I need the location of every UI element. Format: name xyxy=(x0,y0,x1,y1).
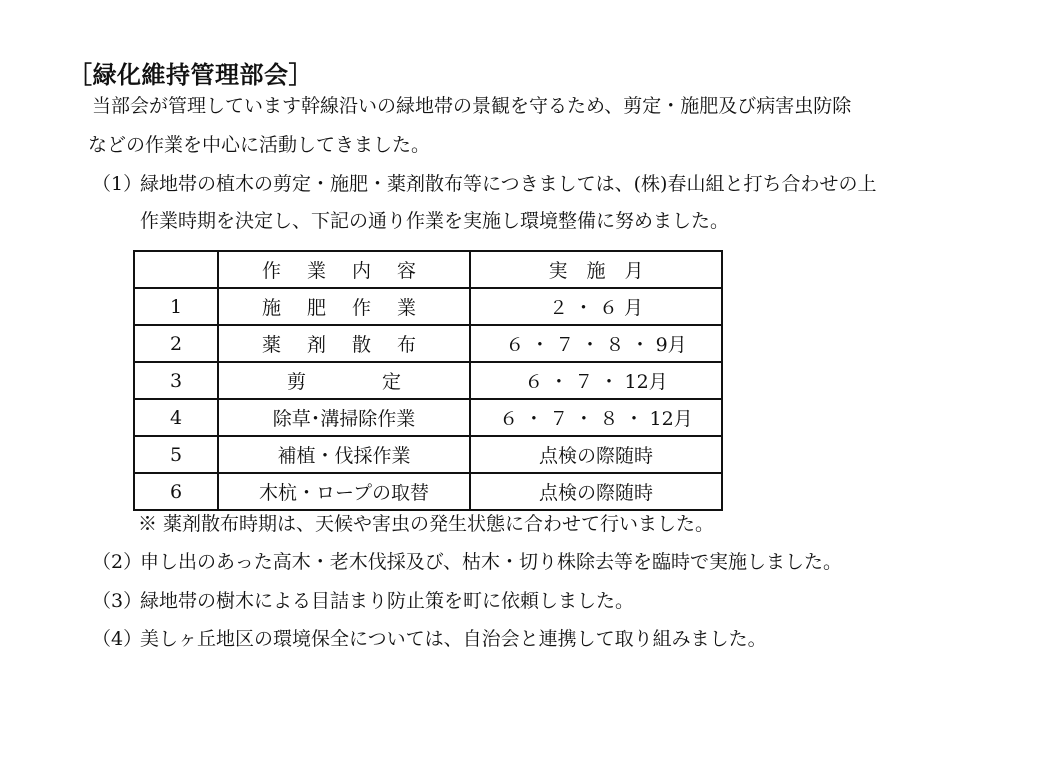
item-1-line-2: 作業時期を決定し、下記の通り作業を実施し環境整備に努めました。 xyxy=(140,210,730,232)
table-row xyxy=(134,325,722,362)
item-4 xyxy=(92,630,767,649)
table-header-cell xyxy=(134,251,218,288)
item-2 xyxy=(92,553,842,572)
table-cell-month: ２ ・ ６ 月 xyxy=(470,288,722,325)
intro-line-1: 当部会が管理しています幹線沿いの緑地帯の景観を守るため、剪定・施肥及び病害虫防除 xyxy=(92,95,852,117)
item-3-text: 緑地帯の樹木による目詰まり防止策を町に依頼しました。 xyxy=(140,590,635,612)
table-cell-work: 施 肥 作 業 xyxy=(218,288,470,325)
table-row xyxy=(134,473,722,510)
item-3-number: （3） xyxy=(92,590,143,612)
table-cell-no: 1 xyxy=(134,288,218,325)
item-2-text: 申し出のあった高木・老木伐採及び、枯木・切り株除去等を臨時で実施しました。 xyxy=(140,551,843,573)
table-cell-no: 2 xyxy=(134,325,218,362)
table-row xyxy=(134,399,722,436)
table-row xyxy=(134,288,722,325)
item-1-text: 緑地帯の植木の剪定・施肥・薬剤散布等につきましては、(株)春山組と打ち合わせの上 xyxy=(140,173,877,195)
table-cell-no: 3 xyxy=(134,362,218,399)
table-cell-month: ６ ・ ７ ・ ８ ・ 12月 xyxy=(470,399,722,436)
table-cell-month: ６ ・ ７ ・ ８ ・ 9月 xyxy=(470,325,722,362)
table-cell-work: 木杭・ロープの取替 xyxy=(218,473,470,510)
table-cell-no: 6 xyxy=(134,473,218,510)
table-cell-work: 除草･溝掃除作業 xyxy=(218,399,470,436)
table-row xyxy=(134,362,722,399)
table-header-row xyxy=(134,251,722,288)
table-cell-work: 補植・伐採作業 xyxy=(218,436,470,473)
intro-line-2: などの作業を中心に活動してきました。 xyxy=(88,134,431,156)
item-3 xyxy=(92,592,634,611)
section-heading: ［緑化維持管理部会］ xyxy=(68,61,313,89)
table-cell-work: 剪 定 xyxy=(218,362,470,399)
table-cell-no: 4 xyxy=(134,399,218,436)
item-4-text: 美しヶ丘地区の環境保全については、自治会と連携して取り組みました。 xyxy=(140,628,767,650)
item-1-number: （1） xyxy=(92,173,143,195)
table-cell-month: ６ ・ ７ ・ 12月 xyxy=(470,362,722,399)
table-cell-month: 点検の際随時 xyxy=(470,436,722,473)
item-1-line-1 xyxy=(92,175,876,194)
table-header-cell: 作 業 内 容 xyxy=(218,251,470,288)
table-cell-month: 点検の際随時 xyxy=(470,473,722,510)
item-2-number: （2） xyxy=(92,551,143,573)
table-cell-work: 薬 剤 散 布 xyxy=(218,325,470,362)
table-row xyxy=(134,436,722,473)
table-cell-no: 5 xyxy=(134,436,218,473)
table-note: ※ 薬剤散布時期は、天候や害虫の発生状態に合わせて行いました。 xyxy=(138,513,715,535)
table-header-cell: 実 施 月 xyxy=(470,251,722,288)
work-schedule-table xyxy=(133,250,723,511)
item-4-number: （4） xyxy=(92,628,143,650)
